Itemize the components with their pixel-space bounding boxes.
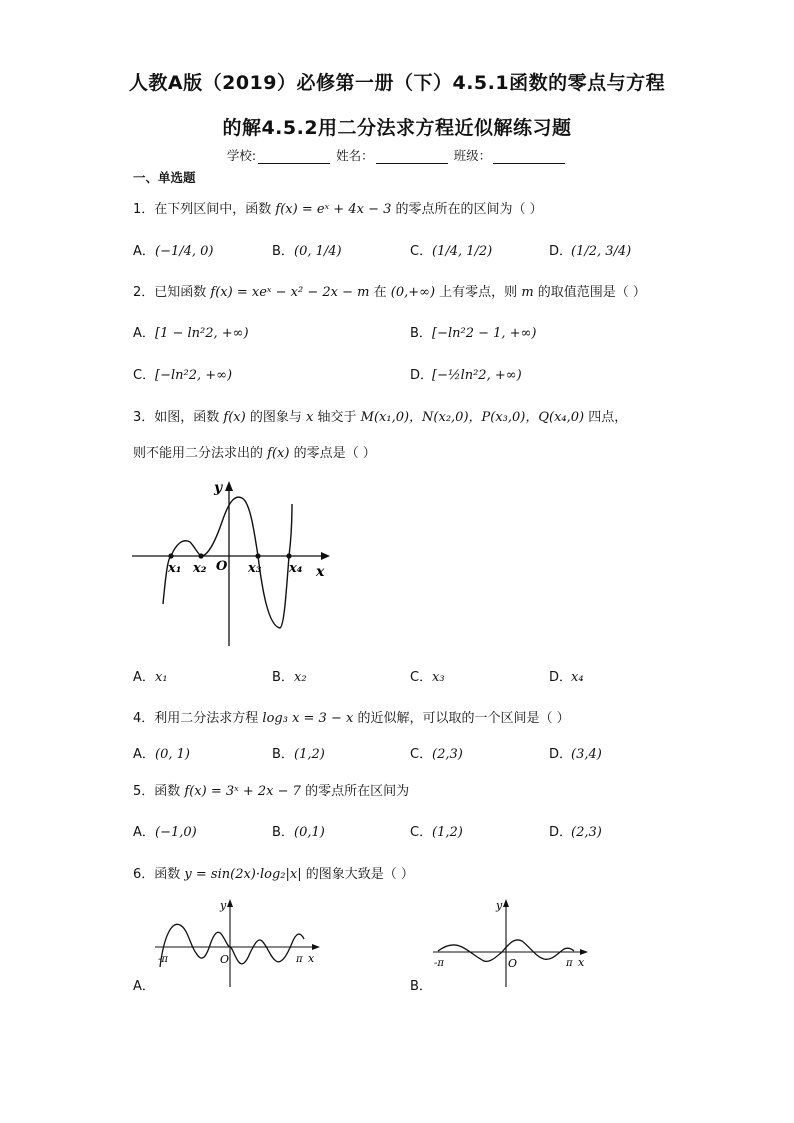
- school-blank[interactable]: [258, 151, 330, 164]
- class-label: 班级：: [453, 148, 492, 163]
- q3-option-c[interactable]: C．x₃: [410, 670, 445, 685]
- graph-a-curve: [160, 924, 304, 967]
- function-curve: [163, 497, 292, 628]
- question-4-stem: 4．利用二分法求方程 log₃ x = 3 − x 的近似解，可以取的一个区间是（ ）: [133, 711, 570, 726]
- school-label: 学校:: [226, 148, 257, 163]
- origin-label: O: [216, 559, 228, 574]
- question-3-stem-line2: 则不能用二分法求出的 f(x) 的零点是（ ）: [133, 446, 376, 461]
- zero-point-x2: [198, 553, 203, 558]
- title-line-1: 人教A版（2019）必修第一册（下）4.5.1函数的零点与方程: [128, 72, 666, 94]
- q5-option-c[interactable]: C．(1,2): [410, 825, 463, 840]
- zero-point-x4: [286, 553, 291, 558]
- q5-option-b[interactable]: B．(0,1): [272, 825, 325, 840]
- q1-option-a[interactable]: A．(−1/4, 0): [133, 244, 214, 259]
- question-1-stem: 1．在下列区间中，函数 f(x) = eˣ + 4x − 3 的零点所在的区间为（ ）: [133, 202, 543, 217]
- q1-option-d[interactable]: D．(1/2, 3/4): [549, 244, 632, 259]
- q2-option-b[interactable]: B．[−ln²2 − 1, +∞): [410, 326, 537, 341]
- q4-option-a[interactable]: A．(0, 1): [133, 747, 190, 762]
- question-6-stem: 6．函数 y = sin(2x)·log₂|x| 的图象大致是（ ）: [133, 867, 414, 882]
- q6-option-b[interactable]: B．: [410, 979, 432, 994]
- graph-b-x-label: x: [578, 956, 585, 969]
- q2-option-d[interactable]: D．[−½ln²2, +∞): [410, 368, 522, 383]
- q1-option-b[interactable]: B．(0, 1/4): [272, 244, 342, 259]
- graph-a-pi: π: [296, 954, 303, 965]
- question-2-stem: 2．已知函数 f(x) = xeˣ − x² − 2x − m 在 (0,+∞) 上有零点，则 m 的取值范围是（ ）: [133, 285, 646, 300]
- q4-option-b[interactable]: B．(1,2): [272, 747, 325, 762]
- graph-a-origin: O: [220, 953, 230, 966]
- graph-a-neg-pi: -π: [158, 954, 168, 965]
- q6-graph-a[interactable]: [150, 895, 325, 990]
- x4-label: x₄: [289, 561, 303, 576]
- name-label: 姓名：: [336, 148, 374, 163]
- q5-option-a[interactable]: A．(−1,0): [133, 825, 197, 840]
- title-line-2: 的解4.5.2用二分法求方程近似解练习题: [222, 117, 572, 139]
- q4-option-d[interactable]: D．(3,4): [549, 747, 602, 762]
- x1-label: x₁: [168, 561, 182, 576]
- zero-point-x3: [255, 553, 260, 558]
- x-axis-label: x: [316, 564, 325, 580]
- q2-option-a[interactable]: A．[1 − ln²2, +∞): [133, 326, 249, 341]
- x3-label: x₃: [248, 561, 262, 576]
- q2-option-c[interactable]: C．[−ln²2, +∞): [133, 368, 233, 383]
- graph-a-y-label: y: [220, 899, 227, 912]
- q6-option-a[interactable]: A．: [133, 979, 155, 994]
- question-5-stem: 5．函数 f(x) = 3ˣ + 2x − 7 的零点所在区间为: [133, 784, 410, 799]
- q5-option-d[interactable]: D．(2,3): [549, 825, 602, 840]
- graph-b-neg-pi: -π: [434, 958, 444, 969]
- q1-function: f(x) = eˣ + 4x − 3: [275, 202, 392, 217]
- q3-option-b[interactable]: B．x₂: [272, 670, 307, 685]
- student-info: [0, 146, 794, 164]
- q3-function-graph: [130, 476, 340, 648]
- graph-b-pi: π: [566, 958, 573, 969]
- graph-b-y-label: y: [496, 899, 503, 912]
- name-blank[interactable]: [376, 151, 448, 164]
- zero-point-x1: [168, 553, 173, 558]
- section-heading: 一、单选题: [133, 170, 196, 185]
- q6-graph-b[interactable]: [428, 895, 603, 990]
- q3-option-d[interactable]: D．x₄: [549, 670, 584, 685]
- graph-a-x-label: x: [308, 952, 315, 965]
- y-axis-label: y: [214, 480, 223, 496]
- question-3-stem-line1: 3．如图，函数 f(x) 的图象与 x 轴交于 M(x₁,0)，N(x₂,0)，P(x₃,0)，Q(x₄,0) 四点，: [133, 410, 628, 425]
- class-blank[interactable]: [493, 151, 565, 164]
- graph-b-origin: O: [508, 957, 518, 970]
- q1-option-c[interactable]: C．(1/4, 1/2): [410, 244, 493, 259]
- x2-label: x₂: [193, 561, 207, 576]
- x-axis-arrow: [321, 552, 330, 560]
- y-axis-arrow: [225, 481, 233, 491]
- q3-option-a[interactable]: A．x₁: [133, 670, 168, 685]
- q4-option-c[interactable]: C．(2,3): [410, 747, 463, 762]
